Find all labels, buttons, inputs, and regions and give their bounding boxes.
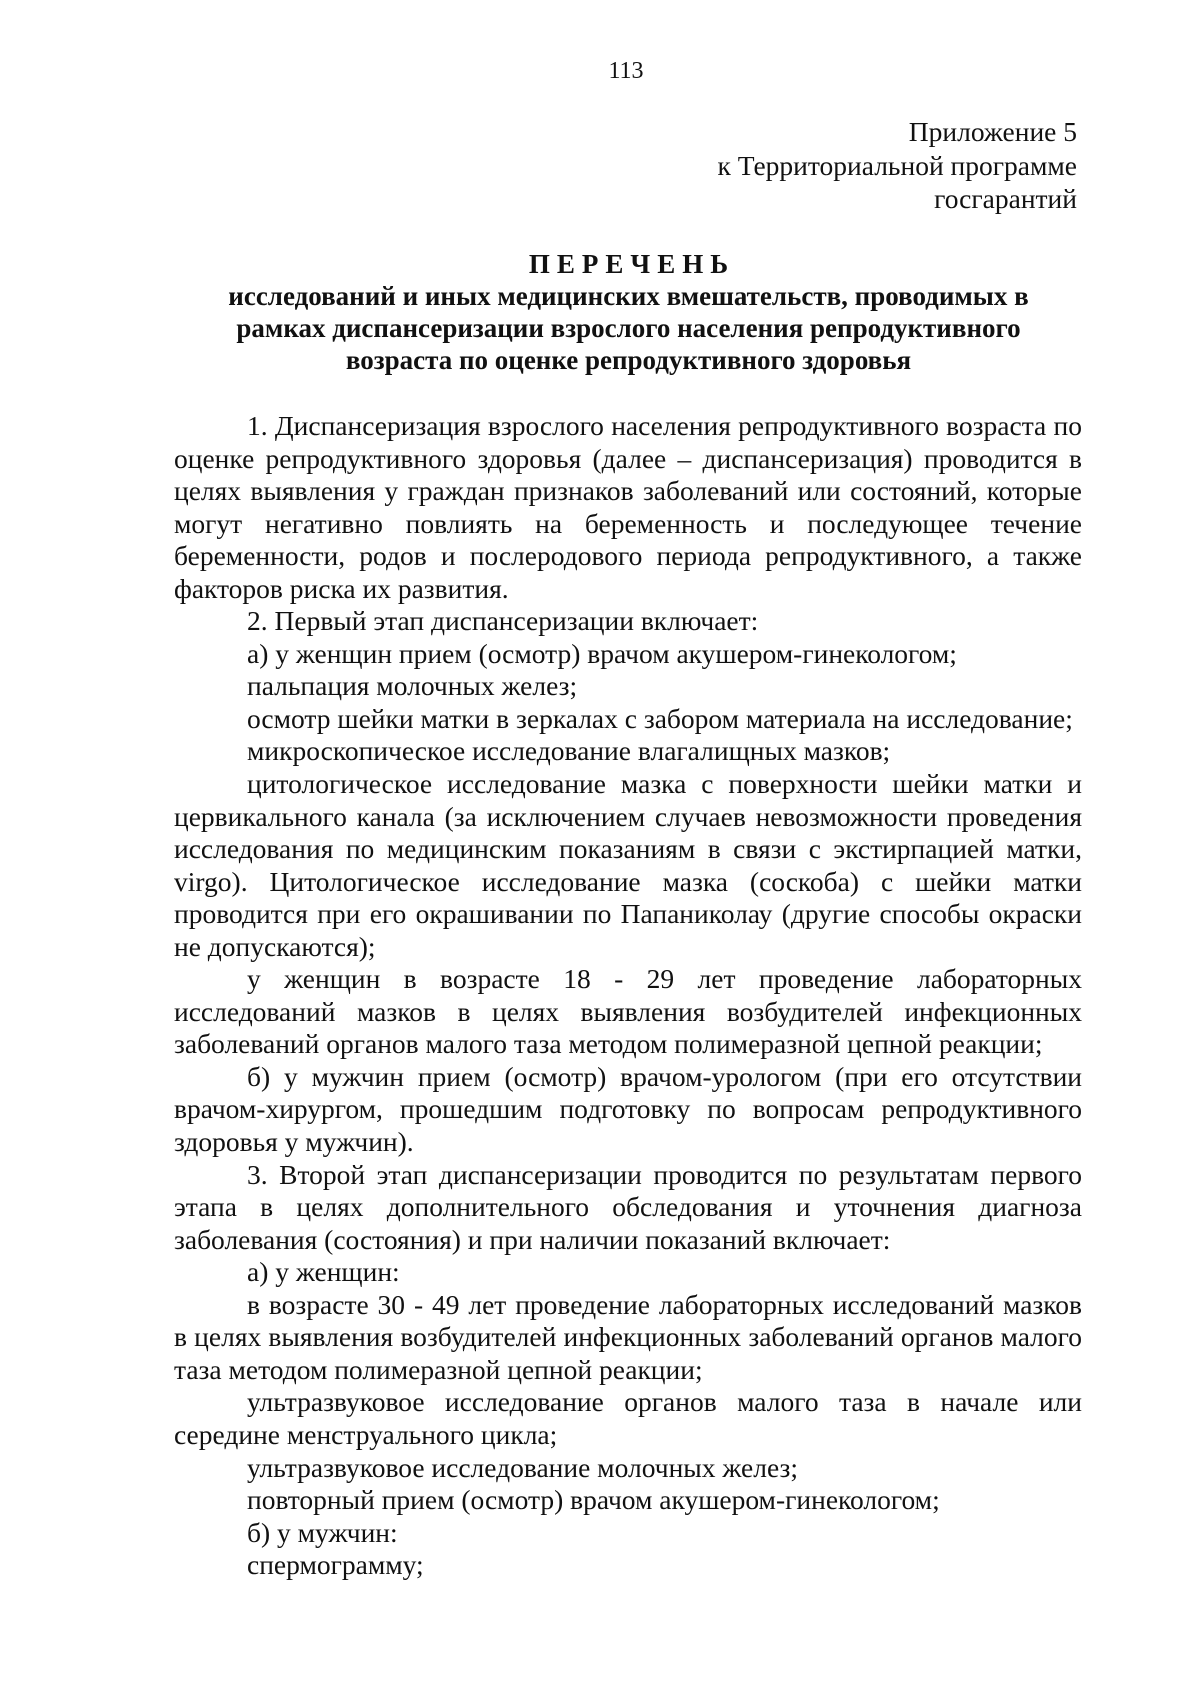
paragraph: 1. Диспансеризация взрослого населения репродуктивного возраста по оценке репродуктивного здоровья (далее – диспансеризация) проводится в целях выявления у граждан признаков заболеваний или состояний, которые могут негативно повлиять на беременность и последующее течение беременности, родов и послеродового периода репродуктивного, а также факторов риска их развития. — [174, 410, 1082, 604]
paragraph: ультразвуковое исследование органов малого таза в начале или середине менструального цикла; — [174, 1386, 1082, 1450]
appendix-line: к Территориальной программе — [717, 149, 1077, 181]
title-line: исследований и иных медицинских вмешательств, проводимых в — [228, 281, 1029, 311]
paragraph: микроскопическое исследование влагалищных мазков; — [247, 735, 891, 767]
paragraph: ультразвуковое исследование молочных желез; — [247, 1451, 798, 1483]
title-line: рамках диспансеризации взрослого населения репродуктивного — [236, 313, 1021, 343]
paragraph: 2. Первый этап диспансеризации включает: — [247, 605, 759, 637]
paragraph: повторный прием (осмотр) врачом акушером-гинекологом; — [247, 1484, 940, 1516]
paragraph: пальпация молочных желез; — [247, 670, 578, 702]
appendix-line: Приложение 5 — [908, 116, 1077, 147]
paragraph: цитологическое исследование мазка с поверхности шейки матки и цервикального канала (за исключением случаев невозможности проведения исследования по медицинским показаниям в связи с экстирпацией матки, virgo). Цитологическое исследование мазка (соскоба) с шейки матки проводится при его окрашивании по Папаниколау (другие способы окраски не допускаются); — [174, 768, 1082, 962]
title-line: возраста по оценке репродуктивного здоровья — [345, 345, 912, 375]
title-heading: ПЕРЕЧЕНЬ — [528, 249, 736, 279]
appendix-line: госгарантий — [934, 183, 1077, 214]
paragraph: а) у женщин: — [247, 1256, 400, 1288]
paragraph: осмотр шейки матки в зеркалах с забором материала на исследование; — [247, 702, 1073, 734]
paragraph: б) у мужчин: — [247, 1516, 398, 1548]
appendix-reference — [717, 115, 1077, 216]
paragraph: у женщин в возрасте 18 - 29 лет проведение лабораторных исследований мазков в целях выявления возбудителей инфекционных заболеваний органов малого таза методом полимеразной цепной реакции; — [174, 963, 1082, 1060]
document-body — [174, 410, 1082, 1582]
paragraph: а) у женщин прием (осмотр) врачом акушером-гинекологом; — [247, 637, 957, 669]
document-title — [175, 248, 1082, 376]
paragraph: спермограмму; — [247, 1549, 424, 1581]
page-number: 113 — [608, 58, 644, 84]
paragraph: 3. Второй этап диспансеризации проводится по результатам первого этапа в целях дополнительного обследования и уточнения диагноза заболевания (состояния) и при наличии показаний включает: — [174, 1158, 1082, 1255]
paragraph: в возрасте 30 - 49 лет проведение лабораторных исследований мазков в целях выявления возбудителей инфекционных заболеваний органов малого таза методом полимеразной цепной реакции; — [174, 1288, 1082, 1385]
paragraph: б) у мужчин прием (осмотр) врачом-урологом (при его отсутствии врачом-хирургом, прошедшим подготовку по вопросам репродуктивного здоровья у мужчин). — [174, 1060, 1082, 1158]
